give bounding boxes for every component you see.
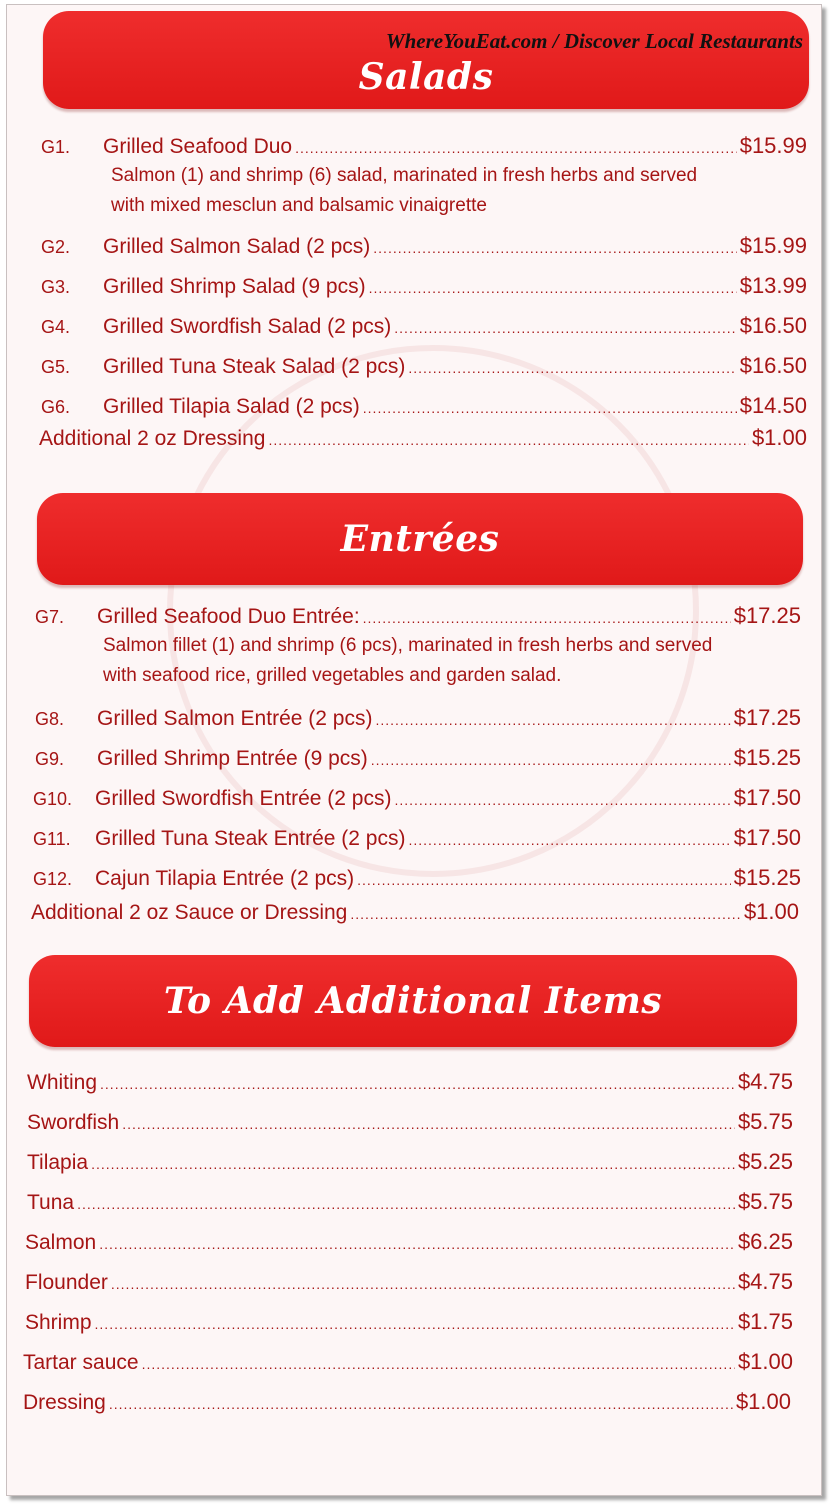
- leader-dots: [122, 1116, 735, 1132]
- leader-dots: [394, 320, 736, 336]
- item-price: $14.50: [739, 393, 807, 418]
- item-price: $5.75: [737, 1109, 793, 1134]
- additional-items-banner: [29, 955, 797, 1047]
- item-name: Swordfish: [27, 1111, 120, 1134]
- item-code: G8.: [35, 709, 65, 729]
- item-name: Grilled Shrimp Salad (9 pcs): [103, 275, 366, 298]
- menu-item: [27, 1149, 793, 1175]
- item-price: $1.00: [743, 899, 799, 924]
- menu-item: [25, 1269, 793, 1295]
- menu-item: [41, 353, 807, 379]
- leader-dots: [373, 240, 736, 256]
- item-name: Tuna: [27, 1191, 75, 1214]
- section-title: Entrées: [340, 518, 500, 560]
- leader-dots: [369, 280, 737, 296]
- item-name: Shrimp: [25, 1311, 92, 1334]
- menu-item: [31, 899, 799, 925]
- item-price: $13.99: [739, 273, 807, 298]
- item-price: $17.50: [733, 825, 801, 850]
- menu-item: [41, 273, 807, 299]
- item-code: G6.: [41, 397, 71, 417]
- item-name: Grilled Shrimp Entrée (9 pcs): [97, 747, 368, 770]
- item-name: Grilled Salmon Entrée (2 pcs): [97, 707, 373, 730]
- item-name: Grilled Seafood Duo Entrée:: [97, 605, 360, 628]
- item-price: $17.25: [733, 603, 801, 628]
- menu-item: [23, 1349, 793, 1375]
- menu-item: [27, 1069, 793, 1095]
- menu-item: [35, 603, 801, 629]
- leader-dots: [363, 610, 731, 626]
- leader-dots: [371, 752, 731, 768]
- leader-dots: [268, 432, 748, 448]
- leader-dots: [99, 1236, 735, 1252]
- item-description: with mixed mesclun and balsamic vinaigrette: [111, 195, 487, 216]
- leader-dots: [111, 1276, 735, 1292]
- leader-dots: [408, 360, 736, 376]
- item-code: G10.: [33, 789, 73, 809]
- item-name: Grilled Swordfish Salad (2 pcs): [103, 315, 392, 338]
- item-name: Tilapia: [27, 1151, 89, 1174]
- item-code: G7.: [35, 607, 65, 627]
- menu-item: [41, 313, 807, 339]
- item-code: G11.: [33, 829, 71, 849]
- item-price: $16.50: [739, 313, 807, 338]
- item-name: Flounder: [25, 1271, 108, 1294]
- item-price: $4.75: [737, 1269, 793, 1294]
- menu-item: [39, 425, 807, 451]
- menu-item: [25, 1229, 793, 1255]
- menu-item: [23, 1389, 791, 1415]
- menu-item: [27, 1109, 793, 1135]
- item-price: $15.25: [733, 745, 801, 770]
- item-name: Additional 2 oz Dressing: [39, 427, 266, 450]
- item-price: $15.25: [733, 865, 801, 890]
- item-price: $15.99: [739, 133, 807, 158]
- menu-item: [33, 785, 801, 811]
- item-description: Salmon fillet (1) and shrimp (6 pcs), marinated in fresh herbs and served: [103, 635, 713, 656]
- menu-item: [41, 393, 807, 419]
- leader-dots: [91, 1156, 735, 1172]
- section-title: To Add Additional Items: [163, 980, 663, 1022]
- menu-page: [6, 4, 822, 1496]
- item-name: Grilled Swordfish Entrée (2 pcs): [95, 787, 392, 810]
- item-price: $5.25: [737, 1149, 793, 1174]
- item-name: Grilled Tuna Steak Entrée (2 pcs): [95, 827, 406, 850]
- item-name: Grilled Seafood Duo: [103, 135, 293, 158]
- item-name: Salmon: [25, 1231, 97, 1254]
- menu-item: [27, 1189, 793, 1215]
- item-name: Dressing: [23, 1391, 106, 1414]
- item-name: Additional 2 oz Sauce or Dressing: [31, 901, 348, 924]
- item-code: G2.: [41, 237, 71, 257]
- leader-dots: [295, 140, 737, 156]
- leader-dots: [357, 872, 731, 888]
- item-price: $1.00: [735, 1389, 791, 1414]
- item-price: $6.25: [737, 1229, 793, 1254]
- item-name: Grilled Tuna Steak Salad (2 pcs): [103, 355, 406, 378]
- item-price: $16.50: [739, 353, 807, 378]
- menu-item: [41, 133, 807, 159]
- leader-dots: [100, 1076, 735, 1092]
- item-name: Grilled Salmon Salad (2 pcs): [103, 235, 371, 258]
- item-price: $17.25: [733, 705, 801, 730]
- item-name: Whiting: [27, 1071, 98, 1094]
- leader-dots: [363, 400, 737, 416]
- menu-item: [33, 865, 801, 891]
- menu-item: [25, 1309, 793, 1335]
- leader-dots: [77, 1196, 735, 1212]
- item-name: Grilled Tilapia Salad (2 pcs): [103, 395, 360, 418]
- leader-dots: [95, 1316, 735, 1332]
- item-description: with seafood rice, grilled vegetables and garden salad.: [103, 665, 562, 686]
- item-code: G12.: [33, 869, 73, 889]
- item-price: $1.00: [737, 1349, 793, 1374]
- menu-item: [41, 233, 807, 259]
- item-code: G5.: [41, 357, 71, 377]
- section-title: Salads: [358, 56, 494, 98]
- site-watermark: WhereYouEat.com / Discover Local Restaurants: [385, 29, 803, 53]
- item-code: G1.: [41, 137, 71, 157]
- menu-item: [35, 745, 801, 771]
- menu-item: [33, 825, 801, 851]
- entrees-banner: [37, 493, 803, 585]
- item-price: $15.99: [739, 233, 807, 258]
- item-price: $1.00: [751, 425, 807, 450]
- leader-dots: [375, 712, 730, 728]
- item-code: G9.: [35, 749, 65, 769]
- item-name: Tartar sauce: [23, 1351, 139, 1374]
- item-price: $4.75: [737, 1069, 793, 1094]
- leader-dots: [394, 792, 730, 808]
- item-price: $5.75: [737, 1189, 793, 1214]
- leader-dots: [142, 1356, 735, 1372]
- leader-dots: [109, 1396, 733, 1412]
- item-price: $1.75: [737, 1309, 793, 1334]
- salads-banner: [43, 11, 809, 109]
- item-code: G3.: [41, 277, 71, 297]
- item-code: G4.: [41, 317, 71, 337]
- item-price: $17.50: [733, 785, 801, 810]
- item-name: Cajun Tilapia Entrée (2 pcs): [95, 867, 355, 890]
- item-description: Salmon (1) and shrimp (6) salad, marinated in fresh herbs and served: [111, 165, 698, 186]
- leader-dots: [408, 832, 730, 848]
- leader-dots: [350, 906, 741, 922]
- menu-item: [35, 705, 801, 731]
